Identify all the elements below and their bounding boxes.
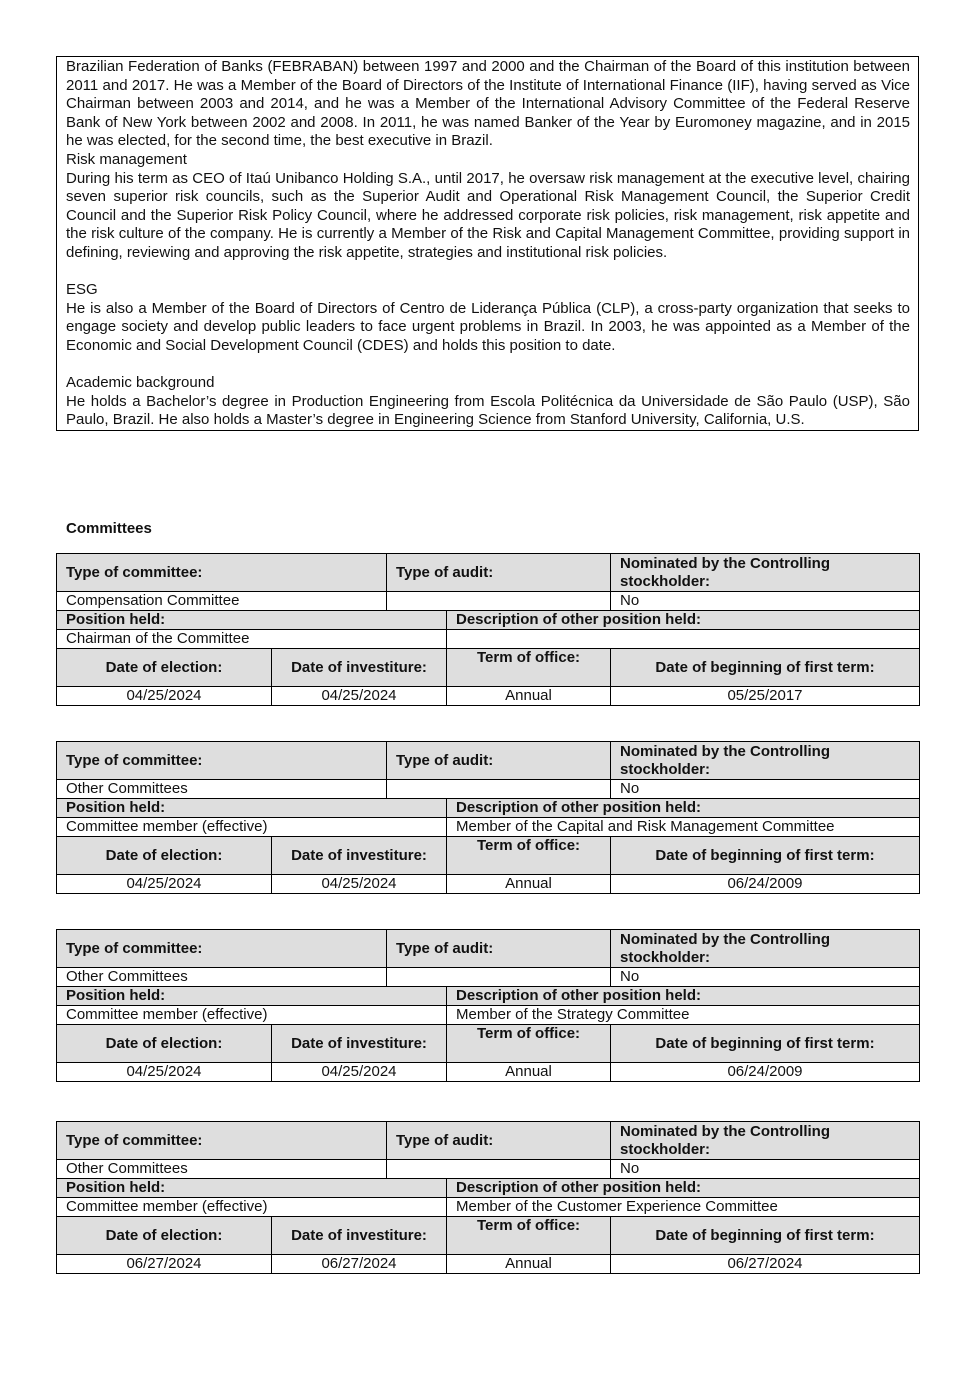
date-beginning-value: 06/24/2009 [611,875,920,894]
type-of-committee-value: Other Committees [57,1160,387,1179]
term-of-office-label: Term of office: [447,1217,611,1255]
type-of-audit-value [387,592,611,611]
paragraph-spacer [66,356,910,375]
type-of-audit-label: Type of audit: [387,742,611,780]
position-held-value: Chairman of the Committee [57,630,447,649]
term-of-office-value: Annual [447,875,611,894]
committee-table [56,553,920,706]
term-of-office-label: Term of office: [447,837,611,875]
nominated-label: Nominated by the Controlling stockholder: [611,742,920,780]
term-of-office-label: Term of office: [447,649,611,687]
date-of-investiture-value: 04/25/2024 [272,687,447,706]
term-of-office-value: Annual [447,1255,611,1274]
type-of-committee-label: Type of committee: [57,1122,387,1160]
date-beginning-label: Date of beginning of first term: [611,1025,920,1063]
date-of-election-value: 04/25/2024 [57,687,272,706]
description-other-value: Member of the Capital and Risk Management Committee [447,818,920,837]
date-of-election-label: Date of election: [57,1217,272,1255]
date-of-election-label: Date of election: [57,649,272,687]
biography-box [56,56,919,431]
type-of-committee-label: Type of committee: [57,554,387,592]
type-of-audit-label: Type of audit: [387,1122,611,1160]
date-of-election-label: Date of election: [57,837,272,875]
position-held-value: Committee member (effective) [57,1006,447,1025]
nominated-value: No [611,968,920,987]
type-of-committee-label: Type of committee: [57,930,387,968]
position-held-label: Position held: [57,611,447,630]
committee-table [56,929,920,1082]
description-other-value: Member of the Strategy Committee [447,1006,920,1025]
position-held-label: Position held: [57,799,447,818]
position-held-label: Position held: [57,987,447,1006]
nominated-value: No [611,592,920,611]
type-of-committee-label: Type of committee: [57,742,387,780]
risk-management-heading: Risk management [66,150,187,168]
date-of-investiture-value: 06/27/2024 [272,1255,447,1274]
esg-heading: ESG [66,281,98,299]
date-beginning-value: 05/25/2017 [611,687,920,706]
term-of-office-value: Annual [447,687,611,706]
committee-table [56,1121,920,1274]
description-other-label: Description of other position held: [447,1179,920,1198]
date-of-election-value: 04/25/2024 [57,875,272,894]
description-other-label: Description of other position held: [447,987,920,1006]
description-other-label: Description of other position held: [447,799,920,818]
date-of-election-value: 04/25/2024 [57,1063,272,1082]
type-of-committee-value: Other Committees [57,780,387,799]
type-of-committee-value: Compensation Committee [57,592,387,611]
nominated-label: Nominated by the Controlling stockholder: [611,1122,920,1160]
paragraph-spacer [66,263,910,282]
description-other-value [447,630,920,649]
position-held-label: Position held: [57,1179,447,1198]
date-of-investiture-value: 04/25/2024 [272,1063,447,1082]
date-beginning-label: Date of beginning of first term: [611,649,920,687]
date-of-investiture-label: Date of investiture: [272,1025,447,1063]
date-of-investiture-label: Date of investiture: [272,649,447,687]
date-of-election-label: Date of election: [57,1025,272,1063]
date-of-investiture-value: 04/25/2024 [272,875,447,894]
type-of-committee-value: Other Committees [57,968,387,987]
type-of-audit-value [387,968,611,987]
esg-text: He is also a Member of the Board of Directors of Centro de Liderança Pública (CLP), a cross-party organization that seeks to engage society and develop public leaders to face urgent problems in Brazil. In 2003, he was appointed as a Member of the Economic and Social Development Council (CDES) and holds this position to date. [66,299,910,354]
nominated-value: No [611,780,920,799]
risk-management-text: During his term as CEO of Itaú Unibanco Holding S.A., until 2017, he oversaw risk management at the executive level, chairing seven superior risk councils, such as the Superior Audit and Operational Risk Management Council, the Superior Credit Council and the Superior Risk Policy Council, where he addressed corporate risk policies, risk management, risk appetite and the risk culture of the company. He is currently a Member of the Risk and Capital Management Committee, providing support in defining, reviewing and approving the risk appetite, strategies and institutional risk policies. [66,169,910,261]
type-of-audit-value [387,780,611,799]
type-of-audit-label: Type of audit: [387,930,611,968]
committee-table [56,741,920,894]
date-of-investiture-label: Date of investiture: [272,1217,447,1255]
term-of-office-value: Annual [447,1063,611,1082]
date-beginning-value: 06/24/2009 [611,1063,920,1082]
nominated-value: No [611,1160,920,1179]
nominated-label: Nominated by the Controlling stockholder: [611,554,920,592]
position-held-value: Committee member (effective) [57,818,447,837]
type-of-audit-value [387,1160,611,1179]
description-other-value: Member of the Customer Experience Committee [447,1198,920,1217]
academic-text: He holds a Bachelor’s degree in Production Engineering from Escola Politécnica da Universidade de São Paulo (USP), São Paulo, Brazil. He also holds a Master’s degree in Engineering Science from Stanford University, California, U.S. [66,392,910,429]
date-of-election-value: 06/27/2024 [57,1255,272,1274]
bio-paragraph-febraban: Brazilian Federation of Banks (FEBRABAN) between 1997 and 2000 and the Chairman of the Board of this institution between 2011 and 2017. He was a Member of the Board of Directors of the Institute of International Finance (IIF), having served as Vice Chairman between 2003 and 2014, and he was a Member of the International Advisory Committee of the Federal Reserve Bank of New York between 2002 and 2008. In 2011, he was named Banker of the Year by Euromoney magazine, and in 2015 he was elected, for the second time, the best executive in Brazil. [66,58,910,150]
nominated-label: Nominated by the Controlling stockholder: [611,930,920,968]
type-of-audit-label: Type of audit: [387,554,611,592]
committees-title: Committees [66,520,152,537]
date-of-investiture-label: Date of investiture: [272,837,447,875]
term-of-office-label: Term of office: [447,1025,611,1063]
position-held-value: Committee member (effective) [57,1198,447,1217]
academic-heading: Academic background [66,374,215,392]
date-beginning-label: Date of beginning of first term: [611,837,920,875]
date-beginning-label: Date of beginning of first term: [611,1217,920,1255]
date-beginning-value: 06/27/2024 [611,1255,920,1274]
description-other-label: Description of other position held: [447,611,920,630]
